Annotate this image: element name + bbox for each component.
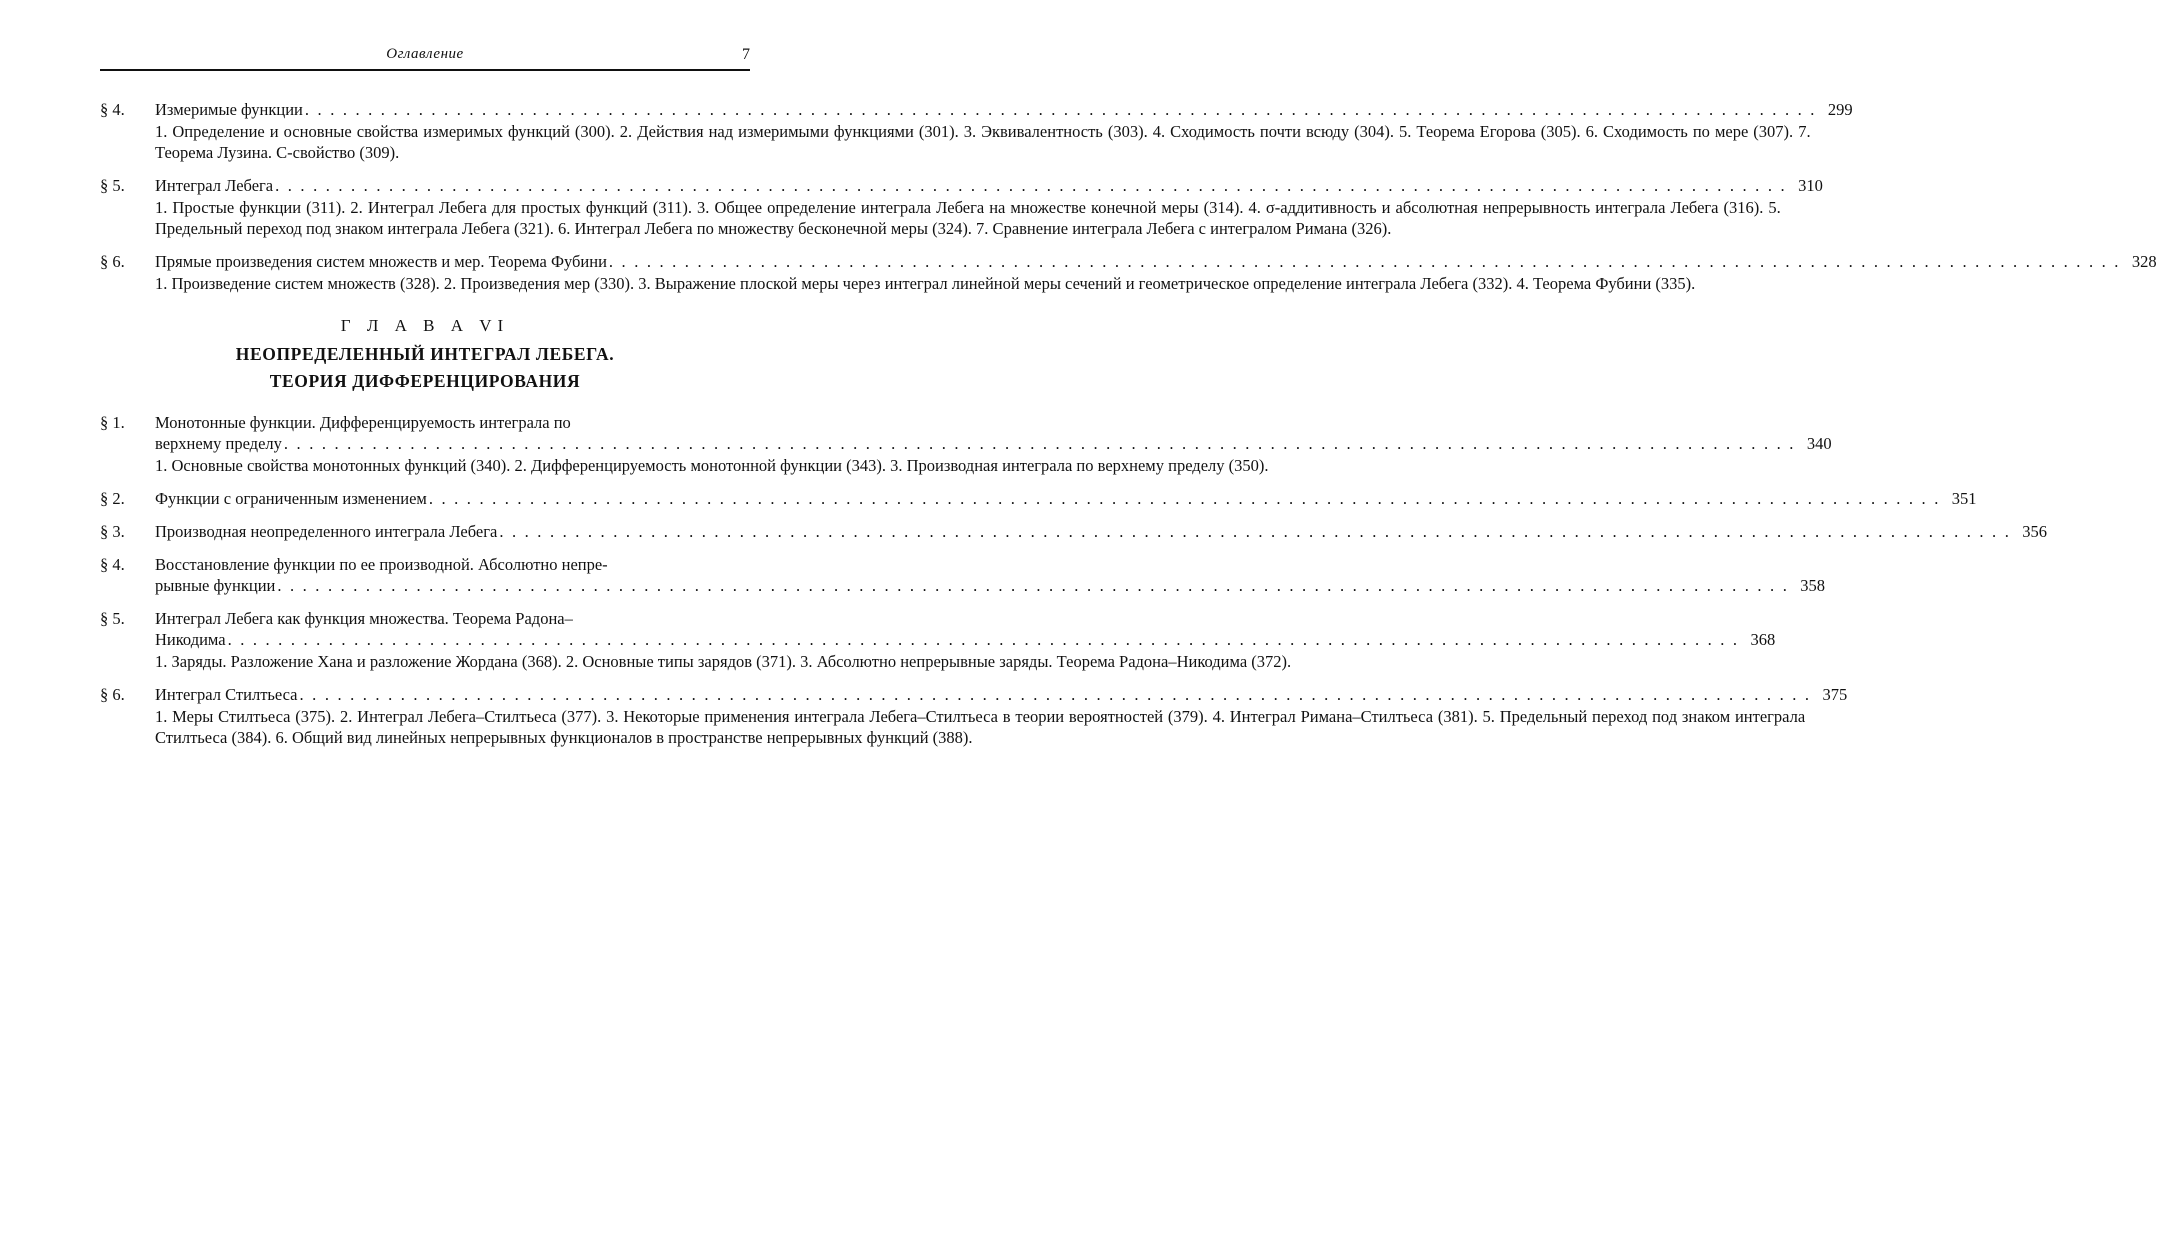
toc-entry: [100, 488, 1977, 509]
section-page-number: 358: [1800, 576, 1826, 595]
toc-entry: [100, 251, 2157, 294]
subsection-list: 1. Определение и основные свойства измеримых функций (300). 2. Действия над измеримыми функциями (301). 3. Эквивалентность (303). 4. Сходимость почти всюду (304). 5. Теорема Егорова (305). 6. Сходимость по мере (307). 7. Теорема Лузина. C-свойство (309).: [155, 122, 1811, 162]
toc-title-line: [155, 251, 2157, 272]
section-number: § 6.: [100, 685, 125, 704]
toc-title-line: [155, 575, 1825, 596]
toc-entry-body: [155, 99, 1853, 163]
toc-title-line: [155, 99, 1853, 120]
section-number: § 4.: [100, 100, 125, 119]
toc-entry-body: [155, 521, 2047, 542]
toc-title-line: [155, 433, 1832, 454]
toc-entry-body: [155, 488, 1977, 509]
section-title: Монотонные функции. Дифференцируемость интеграла по: [155, 413, 571, 432]
dot-leader: . . . . . . . . . . . . . . . . . . . . . . . . . . . . . . . . . . . . . . . . . . . . . . . . . . . . . . . . . . . . . . . . . . . . . . . . . . . . . . . . . . . . . . . . . . . . . . . . . . . . . . . . . . . . . . . . . . . . . . . .: [275, 176, 1787, 195]
subsection-list: 1. Основные свойства монотонных функций (340). 2. Дифференцируемость монотонной функции (343). 3. Производная интеграла по верхнему пределу (350).: [155, 456, 1269, 475]
dot-leader: . . . . . . . . . . . . . . . . . . . . . . . . . . . . . . . . . . . . . . . . . . . . . . . . . . . . . . . . . . . . . . . . . . . . . . . . . . . . . . . . . . . . . . . . . . . . . . . . . . . . . . . . . . . . . . . . . . . . . . . .: [283, 434, 1796, 453]
section-number: § 5.: [100, 176, 125, 195]
section-page-number: 351: [1951, 489, 1977, 508]
chapter-label: Г Л А В А VI: [340, 316, 510, 335]
toc-entry: [100, 521, 2048, 542]
toc-entry-body: [155, 175, 1823, 239]
section-page-number: 375: [1822, 685, 1848, 704]
section-title: рывные функции: [155, 576, 276, 595]
toc-entry-body: [155, 684, 1847, 748]
toc-title-line: [155, 608, 1775, 629]
section-title: Измеримые функции: [155, 100, 303, 119]
sections-before-chapter: [100, 99, 2157, 294]
chapter-title-line2: ТЕОРИЯ ДИФФЕРЕНЦИРОВАНИЯ: [269, 371, 581, 391]
subsection-list: 1. Меры Стилтьеса (375). 2. Интеграл Лебега–Стилтьеса (377). 3. Некоторые применения интеграла Лебега–Стилтьеса в теории вероятностей (379). 4. Интеграл Римана–Стилтьеса (381). 5. Предельный переход под знаком интеграла Стилтьеса (384). 6. Общий вид линейных непрерывных функционалов в пространстве непрерывных функций (388).: [155, 707, 1806, 747]
dot-leader: . . . . . . . . . . . . . . . . . . . . . . . . . . . . . . . . . . . . . . . . . . . . . . . . . . . . . . . . . . . . . . . . . . . . . . . . . . . . . . . . . . . . . . . . . . . . . . . . . . . . . . . . . . . . . . . . . . . . . . . .: [608, 252, 2121, 271]
subsection-list: 1. Заряды. Разложение Хана и разложение Жордана (368). 2. Основные типы зарядов (371). 3. Абсолютно непрерывные заряды. Теорема Радона–Никодима (372).: [155, 652, 1292, 671]
header-rule: [100, 69, 750, 71]
section-title: Прямые произведения систем множеств и мер. Теорема Фубини: [155, 252, 607, 271]
section-number: § 1.: [100, 413, 125, 432]
section-number: § 6.: [100, 252, 125, 271]
dot-leader: . . . . . . . . . . . . . . . . . . . . . . . . . . . . . . . . . . . . . . . . . . . . . . . . . . . . . . . . . . . . . . . . . . . . . . . . . . . . . . . . . . . . . . . . . . . . . . . . . . . . . . . . . . . . . . . . . . . . . . . .: [499, 522, 2012, 541]
table-of-contents: [100, 99, 2157, 760]
chapter-heading: [100, 314, 750, 392]
section-title: Интеграл Стилтьеса: [155, 685, 298, 704]
section-number: § 2.: [100, 489, 125, 508]
section-title: Производная неопределенного интеграла Лебега: [155, 522, 498, 541]
dot-leader: . . . . . . . . . . . . . . . . . . . . . . . . . . . . . . . . . . . . . . . . . . . . . . . . . . . . . . . . . . . . . . . . . . . . . . . . . . . . . . . . . . . . . . . . . . . . . . . . . . . . . . . . . . . . . . . . . . . . . . . .: [428, 489, 1941, 508]
toc-title-line: [155, 684, 1847, 705]
sections-after-chapter: [100, 412, 2048, 748]
dot-leader: . . . . . . . . . . . . . . . . . . . . . . . . . . . . . . . . . . . . . . . . . . . . . . . . . . . . . . . . . . . . . . . . . . . . . . . . . . . . . . . . . . . . . . . . . . . . . . . . . . . . . . . . . . . . . . . . . . . . . . . .: [277, 576, 1790, 595]
chapter-title-line1: НЕОПРЕДЕЛЕННЫЙ ИНТЕГРАЛ ЛЕБЕГА.: [235, 344, 615, 364]
toc-entry-body: [155, 608, 1775, 672]
running-header-title: Оглавление: [386, 46, 464, 62]
toc-entry-body: [155, 251, 2157, 294]
toc-entry-body: [155, 554, 1825, 596]
section-page-number: 340: [1806, 434, 1832, 453]
section-page-number: 356: [2022, 522, 2048, 541]
section-page-number: 368: [1750, 630, 1776, 649]
subsection-list: 1. Произведение систем множеств (328). 2. Произведения мер (330). 3. Выражение плоской меры через интеграл линейной меры сечений и геометрическое определение интеграла Лебега (332). 4. Теорема Фубини (335).: [155, 274, 1696, 293]
toc-entry: [100, 412, 1832, 476]
section-title: Интеграл Лебега как функция множества. Теорема Радона–: [155, 609, 573, 628]
section-page-number: 299: [1827, 100, 1853, 119]
subsection-list: 1. Простые функции (311). 2. Интеграл Лебега для простых функций (311). 3. Общее определение интеграла Лебега на множестве конечной меры (314). 4. σ-аддитивность и абсолютная непрерывность интеграла Лебега (316). 5. Предельный переход под знаком интеграла Лебега (321). 6. Интеграл Лебега по множеству бесконечной меры (324). 7. Сравнение интеграла Лебега с интегралом Римана (326).: [155, 198, 1781, 238]
dot-leader: . . . . . . . . . . . . . . . . . . . . . . . . . . . . . . . . . . . . . . . . . . . . . . . . . . . . . . . . . . . . . . . . . . . . . . . . . . . . . . . . . . . . . . . . . . . . . . . . . . . . . . . . . . . . . . . . . . . . . . . .: [299, 685, 1812, 704]
section-page-number: 310: [1798, 176, 1823, 195]
section-title: Функции с ограниченным изменением: [155, 489, 427, 508]
running-header: [100, 44, 750, 68]
section-title: Восстановление функции по ее производной. Абсолютно непре-: [155, 555, 608, 574]
dot-leader: . . . . . . . . . . . . . . . . . . . . . . . . . . . . . . . . . . . . . . . . . . . . . . . . . . . . . . . . . . . . . . . . . . . . . . . . . . . . . . . . . . . . . . . . . . . . . . . . . . . . . . . . . . . . . . . . . . . . . . . .: [304, 100, 1817, 119]
toc-title-line: [155, 488, 1977, 509]
toc-entry: [100, 99, 1853, 163]
toc-title-line: [155, 629, 1775, 650]
toc-entry: [100, 608, 1776, 672]
toc-title-line: [155, 521, 2047, 542]
toc-entry: [100, 554, 1826, 596]
section-number: § 4.: [100, 555, 125, 574]
toc-entry: [100, 684, 1848, 748]
toc-title-line: [155, 554, 1825, 575]
toc-title-line: [155, 175, 1823, 196]
toc-entry: [100, 175, 1823, 239]
page-number: 7: [742, 46, 750, 63]
section-title: Интеграл Лебега: [155, 176, 274, 195]
section-page-number: 328: [2131, 252, 2157, 271]
toc-entry-body: [155, 412, 1832, 476]
section-number: § 3.: [100, 522, 125, 541]
dot-leader: . . . . . . . . . . . . . . . . . . . . . . . . . . . . . . . . . . . . . . . . . . . . . . . . . . . . . . . . . . . . . . . . . . . . . . . . . . . . . . . . . . . . . . . . . . . . . . . . . . . . . . . . . . . . . . . . . . . . . . . .: [227, 630, 1740, 649]
section-number: § 5.: [100, 609, 125, 628]
toc-title-line: [155, 412, 1832, 433]
section-title: верхнему пределу: [155, 434, 282, 453]
section-title: Никодима: [155, 630, 226, 649]
